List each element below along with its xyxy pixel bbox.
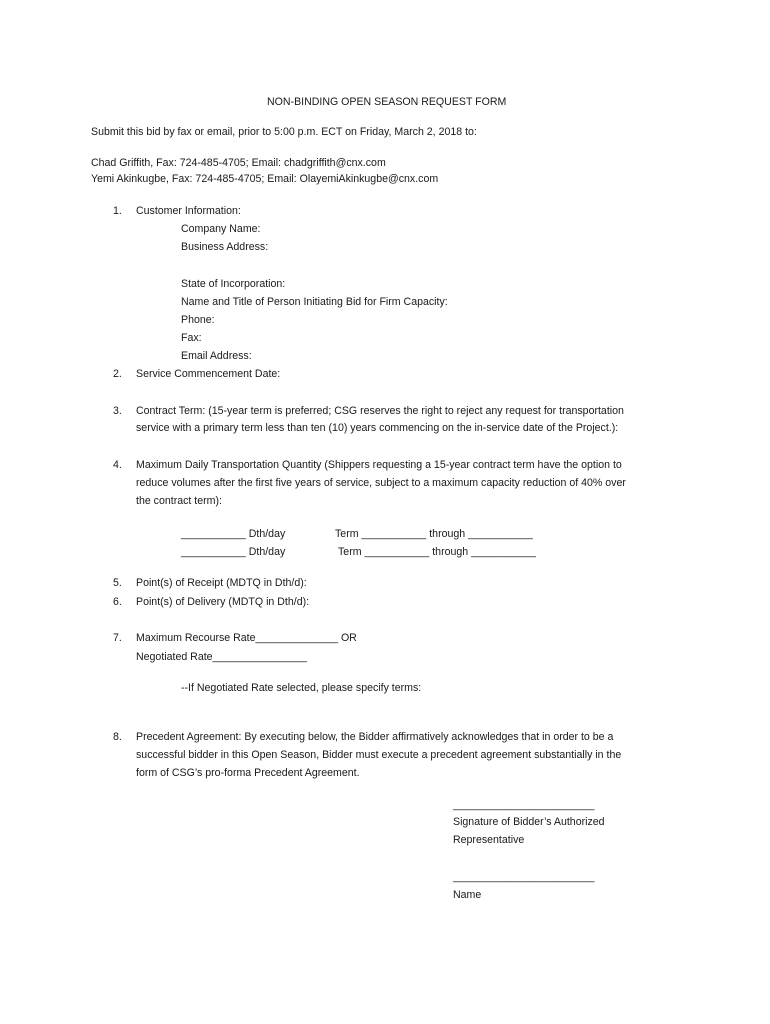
page-title: NON-BINDING OPEN SEASON REQUEST FORM <box>267 96 507 108</box>
section-number: 8. <box>113 731 122 743</box>
receipt-points-label: Point(s) of Receipt (MDTQ in Dth/d): <box>136 577 307 589</box>
mdtq-text: reduce volumes after the first five years of service, subject to a maximum capacity reduction of 40% over <box>136 477 626 489</box>
term-blank[interactable]: Term ___________ through ___________ <box>338 546 536 558</box>
section-number: 6. <box>113 596 122 608</box>
section-number: 1. <box>113 205 122 217</box>
section-heading: Customer Information: <box>136 205 241 217</box>
signature-label: Representative <box>453 834 525 846</box>
name-line[interactable]: ________________________ <box>453 871 595 883</box>
precedent-agreement-text: successful bidder in this Open Season, Bidder must execute a precedent agreement substantially in the <box>136 749 622 761</box>
name-label: Name <box>453 889 482 901</box>
field-label-phone: Phone: <box>181 314 215 326</box>
contract-term-text: Contract Term: (15-year term is preferred; CSG reserves the right to reject any request for transportation <box>136 405 624 417</box>
field-label-email: Email Address: <box>181 350 252 362</box>
contract-term-text: service with a primary term less than ten (10) years commencing on the in-service date of the Project.): <box>136 422 619 434</box>
signature-line[interactable]: ________________________ <box>453 799 595 811</box>
field-label-person-name-title: Name and Title of Person Initiating Bid for Firm Capacity: <box>181 296 448 308</box>
section-number: 7. <box>113 632 122 644</box>
field-label-state-of-incorporation: State of Incorporation: <box>181 278 286 290</box>
mdtq-text: Maximum Daily Transportation Quantity (Shippers requesting a 15-year contract term have the option to <box>136 459 622 471</box>
quantity-blank[interactable]: ___________ Dth/day <box>181 546 286 558</box>
term-blank[interactable]: Term ___________ through ___________ <box>335 528 533 540</box>
signature-label: Signature of Bidder’s Authorized <box>453 816 605 828</box>
service-commencement-label: Service Commencement Date: <box>136 368 281 380</box>
field-label-fax: Fax: <box>181 332 202 344</box>
negotiated-rate-note: --If Negotiated Rate selected, please specify terms: <box>181 682 422 694</box>
quantity-blank[interactable]: ___________ Dth/day <box>181 528 286 540</box>
section-number: 3. <box>113 405 122 417</box>
precedent-agreement-text: form of CSG’s pro-forma Precedent Agreement. <box>136 767 360 779</box>
section-number: 4. <box>113 459 122 471</box>
field-label-business-address: Business Address: <box>181 241 269 253</box>
contact-line: Chad Griffith, Fax: 724-485-4705; Email: chadgriffith@cnx.com <box>91 157 386 169</box>
section-number: 5. <box>113 577 122 589</box>
mdtq-text: the contract term): <box>136 495 222 507</box>
section-number: 2. <box>113 368 122 380</box>
intro-text: Submit this bid by fax or email, prior to 5:00 p.m. ECT on Friday, March 2, 2018 to: <box>91 126 477 138</box>
recourse-rate-blank[interactable]: Maximum Recourse Rate______________ OR <box>136 632 357 644</box>
negotiated-rate-blank[interactable]: Negotiated Rate________________ <box>136 651 307 663</box>
field-label-company-name: Company Name: <box>181 223 261 235</box>
contact-line: Yemi Akinkugbe, Fax: 724-485-4705; Email: OlayemiAkinkugbe@cnx.com <box>91 173 439 185</box>
precedent-agreement-text: Precedent Agreement: By executing below, the Bidder affirmatively acknowledges that in order to be a <box>136 731 614 743</box>
delivery-points-label: Point(s) of Delivery (MDTQ in Dth/d): <box>136 596 310 608</box>
